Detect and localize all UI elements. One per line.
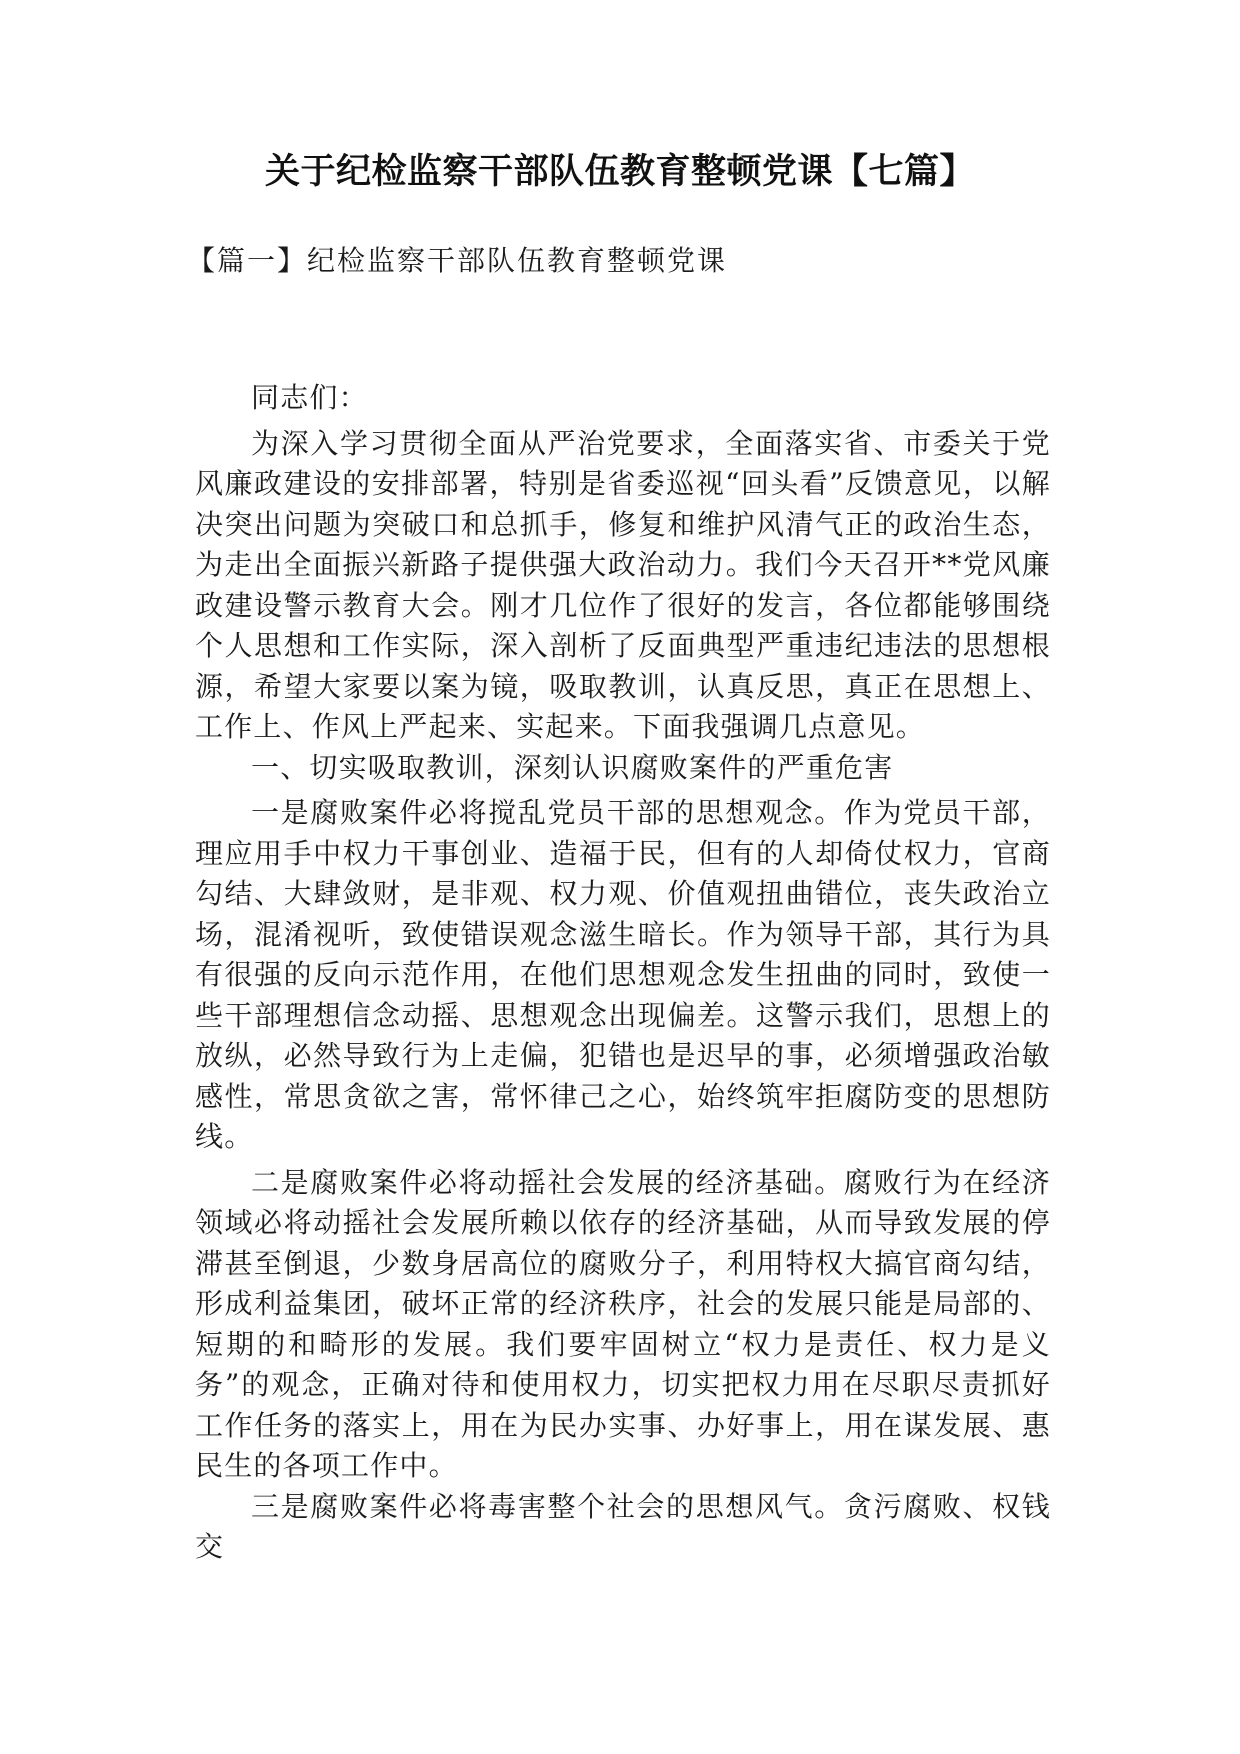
section-heading: 一、切实吸取教训，深刻认识腐败案件的严重危害 bbox=[251, 750, 894, 784]
document-body bbox=[195, 378, 1051, 1568]
paragraph-point-one: 一是腐败案件必将搅乱党员干部的思想观念。作为党员干部，理应用手中权力干事创业、造福于民，但有的人却倚仗权力，官商勾结、大肆敛财，是非观、权力观、价值观扭曲错位，丧失政治立场，混淆视听，致使错误观念滋生暗长。作为领导干部，其行为具有很强的反向示范作用，在他们思想观念发生扭曲的同时，致使一些干部理想信念动摇、思想观念出现偏差。这警示我们，思想上的放纵，必然导致行为上走偏，犯错也是迟早的事，必须增强政治敏感性，常思贪欲之害，常怀律己之心，始终筑牢拒腐防变的思想防线。 bbox=[195, 796, 1051, 1153]
salutation: 同志们： bbox=[251, 381, 368, 414]
document-title: 关于纪检监察干部队伍教育整顿党课【七篇】 bbox=[264, 152, 975, 192]
paragraph-point-two: 二是腐败案件必将动摇社会发展的经济基础。腐败行为在经济领域必将动摇社会发展所赖以依存的经济基础，从而导致发展的停滞甚至倒退，少数身居高位的腐败分子，利用特权大搞官商勾结，形成利益集团，破坏正常的经济秩序，社会的发展只能是局部的、短期的和畸形的发展。我们要牢固树立“权力是责任、权力是义务”的观念，正确对待和使用权力，切实把权力用在尽职尽责抓好工作任务的落实上，用在为民办实事、办好事上，用在谋发展、惠民生的各项工作中。 bbox=[195, 1165, 1051, 1482]
paragraph-point-three: 三是腐败案件必将毒害整个社会的思想风气。贪污腐败、权钱交 bbox=[195, 1489, 1051, 1563]
paragraph-intro: 为深入学习贯彻全面从严治党要求，全面落实省、市委关于党风廉政建设的安排部署，特别是省委巡视“回头看”反馈意见，以解决突出问题为突破口和总抓手，修复和维护风清气正的政治生态，为走出全面振兴新路子提供强大政治动力。我们今天召开**党风廉政建设警示教育大会。刚才几位作了很好的发言，各位都能够围绕个人思想和工作实际，深入剖析了反面典型严重违纪违法的思想根源，希望大家要以案为镜，吸取教训，认真反思，真正在思想上、工作上、作风上严起来、实起来。下面我强调几点意见。 bbox=[195, 426, 1051, 743]
section-subtitle: 【篇一】纪检监察干部队伍教育整顿党课 bbox=[187, 244, 728, 277]
